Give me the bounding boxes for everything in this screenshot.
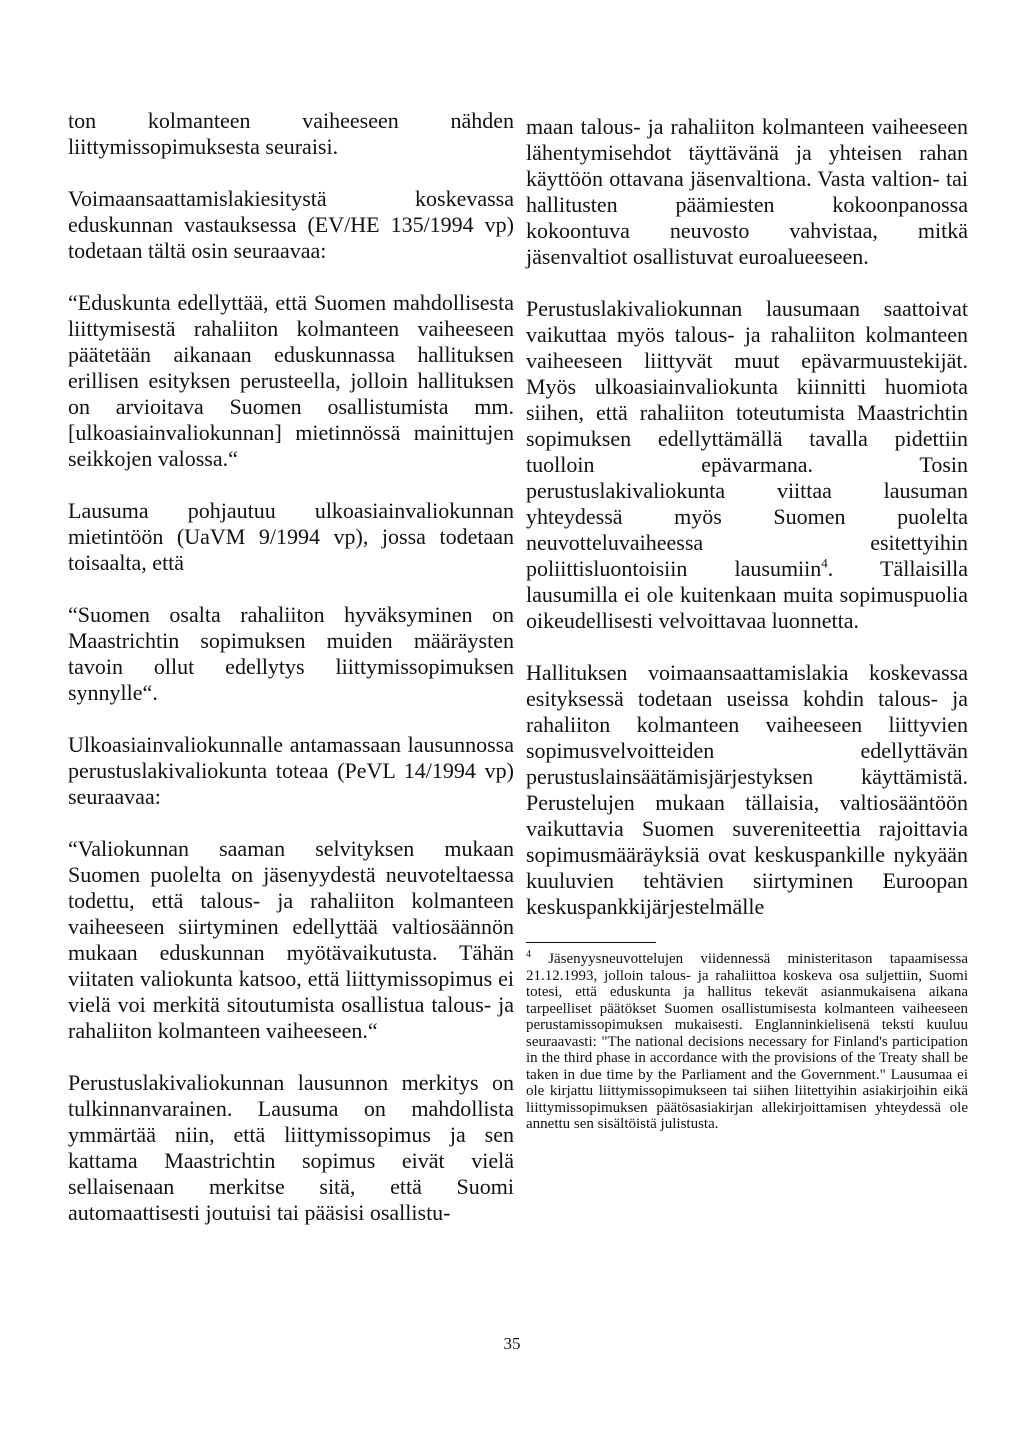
footnote-reference: 4	[821, 555, 828, 571]
paragraph: ton kolmanteen vaiheeseen nähden liittymissopimuksesta seuraisi.	[68, 108, 514, 159]
paragraph: Ulkoasiainvaliokunnalle antamassaan lausunnossa perustuslakivaliokunta toteaa (PeVL 14/1994 vp) seuraavaa:	[68, 732, 514, 809]
footnote-divider	[526, 942, 656, 943]
paragraph: Lausuma pohjautuu ulkoasiainvaliokunnan mietintöön (UaVM 9/1994 vp), jossa todetaan toisaalta, että	[68, 498, 514, 575]
paragraph: Hallituksen voimaansaattamislakia koskevassa esityksessä todetaan useissa kohdin talous- ja rahaliiton kolmanteen vaiheeseen liittyvien sopimusvelvoitteiden edellyttävän perustuslainsäätämisjärjestyksen käyttämistä. Perustelujen mukaan tällaisia, valtiosääntöön vaikuttavia Suomen suvereniteettia rajoittavia sopimusmääräyksiä ovat keskuspankille nykyään kuuluvien tehtävien siirtyminen Euroopan keskuspankkijärjestelmälle	[526, 660, 968, 919]
quotation: “Eduskunta edellyttää, että Suomen mahdollisesta liittymisestä rahaliiton kolmanteen vaiheeseen päätetään aikanaan eduskunnassa hallituksen erillisen esityksen perusteella, jolloin hallituksen on arvioitava Suomen osallistumista mm. [ulkoasiainvaliokunnan] mietinnössä mainittujen seikkojen valossa.“	[68, 290, 514, 471]
right-column	[526, 114, 968, 1159]
left-column	[68, 108, 514, 1252]
footnote-marker: 4	[526, 949, 531, 960]
quotation: “Suomen osalta rahaliiton hyväksyminen on Maastrichtin sopimuksen muiden määräysten tavoin ollut edellytys liittymissopimuksen synnylle“.	[68, 602, 514, 705]
quotation: “Valiokunnan saaman selvityksen mukaan Suomen puolelta on jäsenyydestä neuvoteltaessa todettu, että talous- ja rahaliiton kolmanteen vaiheeseen siirtyminen edellyttää valtiosäännön mukaan eduskunnan myötävaikutusta. Tähän viitaten valiokunta katsoo, että liittymissopimus ei vielä voi merkitä sitoutumista osallistua talous- ja rahaliiton kolmanteen vaiheeseen.“	[68, 836, 514, 1043]
paragraph-text: . Tällaisilla lausumilla ei ole kuitenkaan muita sopimuspuolia oikeudellisesti velvoittavaa luonnetta.	[526, 556, 968, 633]
footnote	[526, 951, 968, 1133]
paragraph-text: Perustuslakivaliokunnan lausumaan saattoivat vaikuttaa myös talous- ja rahaliiton kolmanteen vaiheeseen liittyvät muut epävarmuustekijät. Myös ulkoasiainvaliokunta kiinnitti huomiota siihen, että rahaliiton toteutumista Maastrichtin sopimuksen edellyttämällä tavalla pidettiin tuolloin epävarmana. Tosin perustuslakivaliokunta viittaa lausuman yhteydessä myös Suomen puolelta neuvotteluvaiheessa esitettyihin poliittisluontoisiin lausumiin	[526, 296, 968, 581]
paragraph-with-footnote-ref	[526, 296, 968, 634]
footnote-text: Jäsenyysneuvottelujen viidennessä ministeritason tapaamisessa 21.12.1993, jolloin talous- ja rahaliittoa koskeva osa suljettiin, Suomi totesi, että eduskunta ja hallitus tekevät asianmukaisena aikana tarpeelliset päätökset Suomen osallistumisesta kolmanteen vaiheeseen perustamissopimuksen mukaisesti. Englanninkielisenä teksti kuuluu seuraavasti: "The national decisions necessary for Finland's participation in the third phase in accordance with the provisions of the Treaty shall be taken in due time by the Parliament and the Government." Lausumaa ei ole kirjattu liittymissopimukseen tai siihen liitettyihin asiakirjoihin eikä liittymissopimuksen päätösasiakirjan allekirjoittamisen yhteydessä ole annettu sen sisältöistä julistusta.	[526, 951, 968, 1132]
paragraph: Perustuslakivaliokunnan lausunnon merkitys on tulkinnanvarainen. Lausuma on mahdollista ymmärtää niin, että liittymissopimus ja sen kattama Maastrichtin sopimus eivät vielä sellaisenaan merkitse sitä, että Suomi automaattisesti joutuisi tai pääsisi osallistu-	[68, 1070, 514, 1225]
page-number: 35	[503, 1334, 521, 1353]
paragraph: maan talous- ja rahaliiton kolmanteen vaiheeseen lähentymisehdot täyttävänä ja yhteisen rahan käyttöön ottavana jäsenvaltiona. Vasta valtion- tai hallitusten päämiesten kokoonpanossa kokoontuva neuvosto vahvistaa, mitkä jäsenvaltiot osallistuvat euroalueeseen.	[526, 114, 968, 269]
paragraph: Voimaansaattamislakiesitystä koskevassa eduskunnan vastauksessa (EV/HE 135/1994 vp) todetaan tältä osin seuraavaa:	[68, 186, 514, 263]
